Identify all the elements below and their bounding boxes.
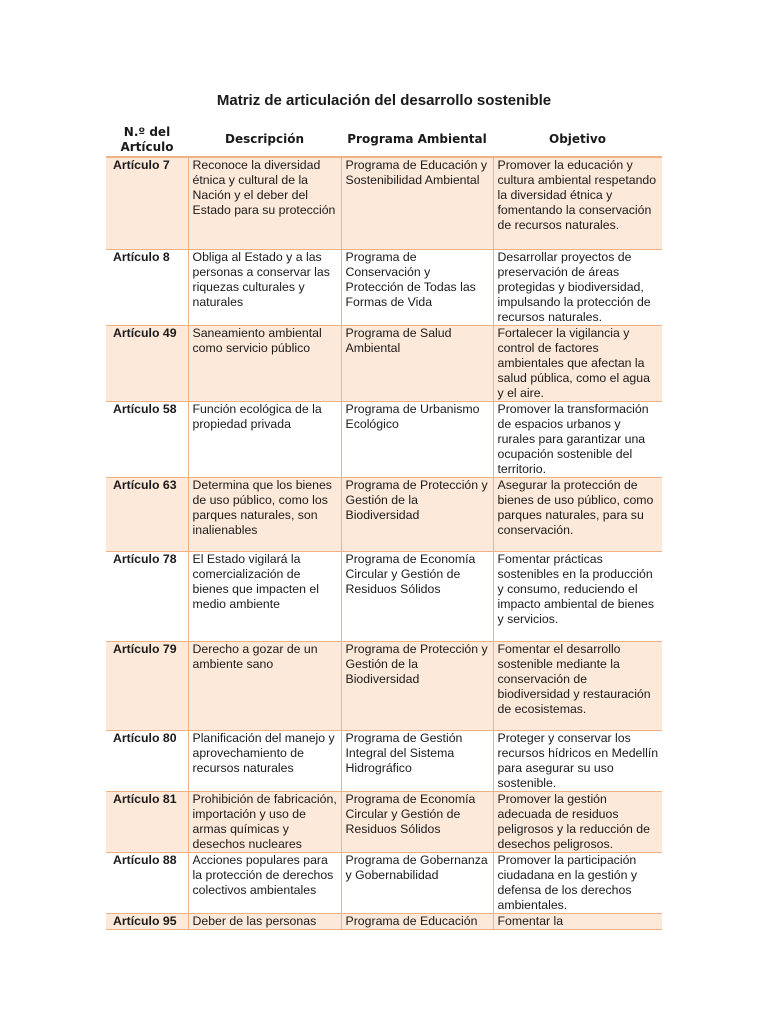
objective-cell: Promover la participación ciudadana en la gestión y defensa de los derechos ambientales. <box>493 852 662 913</box>
table-row <box>106 730 662 791</box>
table-row <box>106 852 662 913</box>
objective-cell: Fomentar la <box>493 913 662 929</box>
table-row <box>106 249 662 325</box>
article-number: Artículo 78 <box>106 551 188 641</box>
description-cell: Reconoce la diversidad étnica y cultural de la Nación y el deber del Estado para su protección <box>188 157 341 249</box>
description-cell: Prohibición de fabricación, importación y uso de armas químicas y desechos nucleares <box>188 791 341 852</box>
description-cell: Acciones populares para la protección de derechos colectivos ambientales <box>188 852 341 913</box>
description-cell: Obliga al Estado y a las personas a conservar las riquezas culturales y naturales <box>188 249 341 325</box>
program-cell: Programa de Educación <box>341 913 493 929</box>
description-cell: El Estado vigilará la comercialización de bienes que impacten el medio ambiente <box>188 551 341 641</box>
header-programa: Programa Ambiental <box>341 123 493 157</box>
objective-cell: Proteger y conservar los recursos hídricos en Medellín para asegurar su uso sostenible. <box>493 730 662 791</box>
table-row <box>106 477 662 551</box>
table-row <box>106 325 662 401</box>
objective-cell: Fomentar prácticas sostenibles en la producción y consumo, reduciendo el impacto ambiental de bienes y servicios. <box>493 551 662 641</box>
description-cell: Derecho a gozar de un ambiente sano <box>188 641 341 730</box>
description-cell: Saneamiento ambiental como servicio público <box>188 325 341 401</box>
program-cell: Programa de Gobernanza y Gobernabilidad <box>341 852 493 913</box>
header-objetivo: Objetivo <box>493 123 662 157</box>
objective-cell: Promover la gestión adecuada de residuos peligrosos y la reducción de desechos peligrosos. <box>493 791 662 852</box>
document-title: Matriz de articulación del desarrollo sostenible <box>216 92 552 109</box>
article-number: Artículo 88 <box>106 852 188 913</box>
table-row <box>106 401 662 477</box>
articulation-matrix-table <box>106 123 662 930</box>
article-number: Artículo 49 <box>106 325 188 401</box>
table-header-row <box>106 123 662 157</box>
objective-cell: Fomentar el desarrollo sostenible mediante la conservación de biodiversidad y restauración de ecosistemas. <box>493 641 662 730</box>
article-number: Artículo 8 <box>106 249 188 325</box>
program-cell: Programa de Salud Ambiental <box>341 325 493 401</box>
table-row <box>106 551 662 641</box>
program-cell: Programa de Urbanismo Ecológico <box>341 401 493 477</box>
table-row <box>106 913 662 929</box>
objective-cell: Promover la transformación de espacios urbanos y rurales para garantizar una ocupación sostenible del territorio. <box>493 401 662 477</box>
objective-cell: Desarrollar proyectos de preservación de áreas protegidas y biodiversidad, impulsando la protección de recursos naturales. <box>493 249 662 325</box>
program-cell: Programa de Protección y Gestión de la Biodiversidad <box>341 477 493 551</box>
article-number: Artículo 79 <box>106 641 188 730</box>
table-row <box>106 641 662 730</box>
program-cell: Programa de Economía Circular y Gestión de Residuos Sólidos <box>341 551 493 641</box>
header-descripcion: Descripción <box>188 123 341 157</box>
table-row <box>106 791 662 852</box>
description-cell: Determina que los bienes de uso público, como los parques naturales, son inalienables <box>188 477 341 551</box>
program-cell: Programa de Gestión Integral del Sistema Hidrográfico <box>341 730 493 791</box>
article-number: Artículo 58 <box>106 401 188 477</box>
article-number: Artículo 95 <box>106 913 188 929</box>
description-cell: Deber de las personas <box>188 913 341 929</box>
program-cell: Programa de Economía Circular y Gestión de Residuos Sólidos <box>341 791 493 852</box>
objective-cell: Fortalecer la vigilancia y control de factores ambientales que afectan la salud pública, como el agua y el aire. <box>493 325 662 401</box>
table-row <box>106 157 662 249</box>
objective-cell: Asegurar la protección de bienes de uso público, como parques naturales, para su conservación. <box>493 477 662 551</box>
program-cell: Programa de Protección y Gestión de la Biodiversidad <box>341 641 493 730</box>
article-number: Artículo 81 <box>106 791 188 852</box>
program-cell: Programa de Educación y Sostenibilidad Ambiental <box>341 157 493 249</box>
objective-cell: Promover la educación y cultura ambiental respetando la diversidad étnica y fomentando la conservación de recursos naturales. <box>493 157 662 249</box>
description-cell: Planificación del manejo y aprovechamiento de recursos naturales <box>188 730 341 791</box>
description-cell: Función ecológica de la propiedad privada <box>188 401 341 477</box>
article-number: Artículo 63 <box>106 477 188 551</box>
article-number: Artículo 80 <box>106 730 188 791</box>
program-cell: Programa de Conservación y Protección de Todas las Formas de Vida <box>341 249 493 325</box>
header-articulo: N.º del Artículo <box>106 123 188 157</box>
article-number: Artículo 7 <box>106 157 188 249</box>
